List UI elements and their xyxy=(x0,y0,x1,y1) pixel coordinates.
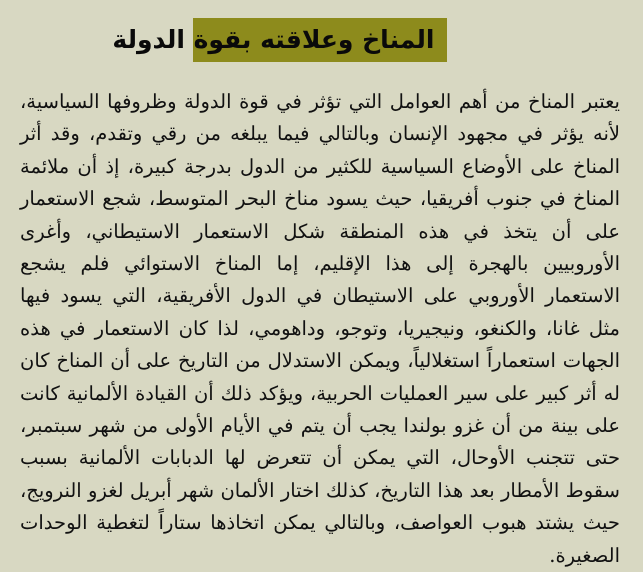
title-container xyxy=(20,18,619,68)
body-paragraph: يعتبر المناخ من أهم العوامل التي تؤثر في قوة الدولة وظروفها السياسية، لأنه يؤثر في مجهود الإنسان وبالتالي فيما يبلغه من رقي وتقدم، وقد أثر المناخ على الأوضاع السياسية للكثير من الدول بدرجة كبيرة، إذ أن ملائمة المناخ في جنوب أفريقيا، حيث يسود مناخ البحر المتوسط، شجع الاستعمار على أن يتخذ في هذه المنطقة شكل الاستعمار الاستيطاني، وأغرى الأوروبيين بالهجرة إلى هذا الإقليم، إما المناخ الاستوائي فلم يشجع الاستعمار الأوروبي على الاستيطان في الدول الأفريقية، التي يسود فيها مثل غانا، والكنغو، ونيجيريا، وتوجو، وداهومي، لذا كان الاستعمار في هذه الجهات استعماراً استغلالياً، ويمكن الاستدلال من التاريخ على أن المناخ كان له أثر كبير على سير العمليات الحربية، ويؤكد ذلك أن القيادة الألمانية كانت على بينة من أن غزو بولندا يجب أن يتم في الأيام الأولى من شهر سبتمبر، حتى تتجنب الأوحال، التي يمكن أن تتعرض لها الدبابات الألمانية بسبب سقوط الأمطار بعد هذا التاريخ، كذلك اختار الألمان شهر أبريل لغزو النرويج، حيث يشتد هبوب العواصف، وبالتالي يمكن اتخاذها ستاراً لتغطية الوحدات الصغيرة. xyxy=(20,90,620,567)
page-title: المناخ وعلاقته بقوة الدولة xyxy=(193,18,447,62)
